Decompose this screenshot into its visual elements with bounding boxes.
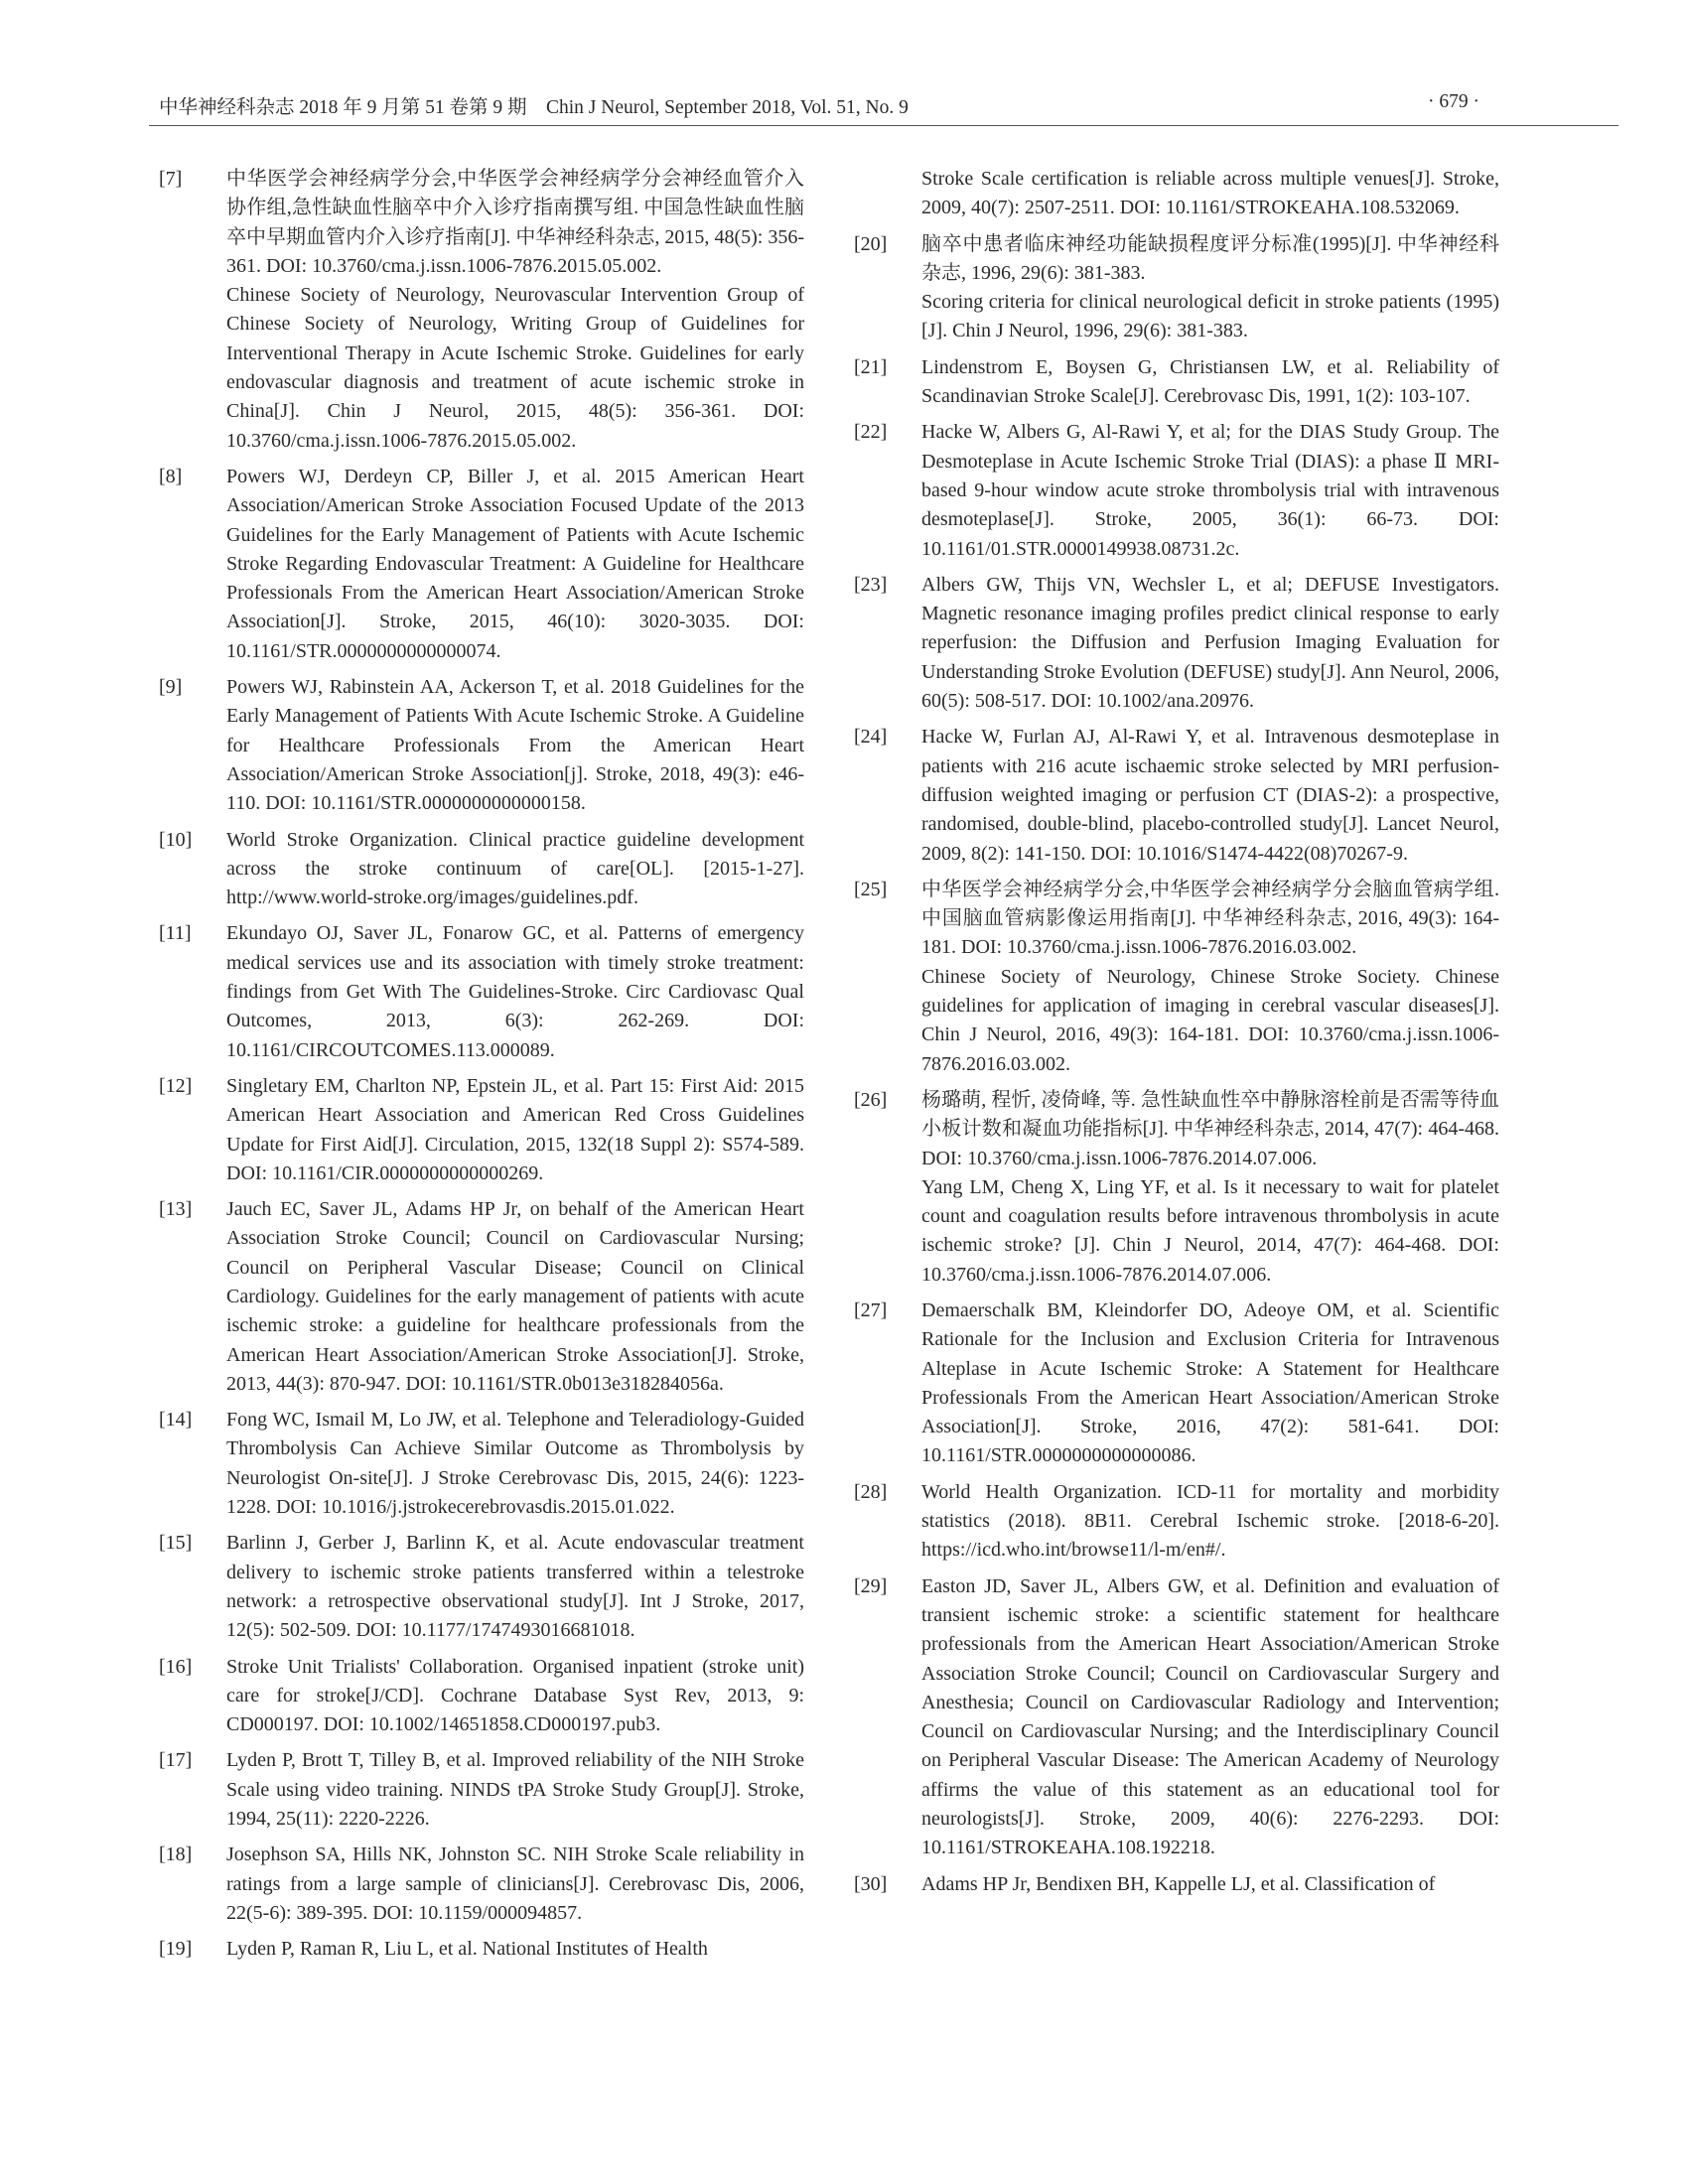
reference-body [226,165,804,456]
reference-number: [8] [159,465,183,487]
reference-body [921,1870,1499,1899]
reference-text: Albers GW, Thijs VN, Wechsler L, et al; DEFUSE Investigators. Magnetic resonance imaging profiles predict clinical response to early reperfusion: the Diffusion and Perfusion Imaging Evaluation for Understanding Stroke Evolution (DEFUSE) study[J]. Ann Neurol, 2006, 60(5): 508-517. DOI: 10.1002/ana.20976. [921,573,1499,713]
reference-english-translation: Chinese Society of Neurology, Neurovascular Intervention Group of Chinese Society of Neurology, Writing Group of Guidelines for Interventional Therapy in Acute Ischemic Stroke. Guidelines for early endovascular diagnosis and treatment of acute ischemic stroke in China[J]. Chin J Neurol, 2015, 48(5): 356-361. DOI: 10.3760/cma.j.issn.1006-7876.2015.05.002. [226,284,804,452]
reference-item [854,1572,1499,1863]
reference-text: Powers WJ, Rabinstein AA, Ackerson T, et al. 2018 Guidelines for the Early Management of Patients With Acute Ischemic Stroke. A Guideline for Healthcare Professionals From the American Heart Association/American Stroke Association[j]. Stroke, 2018, 49(3): e46-110. DOI: 10.1161/STR.0000000000000158. [226,676,804,815]
reference-number: [23] [854,573,888,596]
reference-body [921,1478,1499,1566]
reference-item [159,1653,804,1740]
reference-number: [21] [854,355,888,378]
reference-body [226,1746,804,1834]
reference-text: Stroke Unit Trialists' Collaboration. Organised inpatient (stroke unit) care for stroke[J/CD]. Cochrane Database Syst Rev, 2013, 9: CD000197. DOI: 10.1002/14651858.CD000197.pub3. [226,1655,804,1736]
reference-english-translation: Scoring criteria for clinical neurological deficit in stroke patients (1995)[J]. Chin J Neurol, 1996, 29(6): 381-383. [921,291,1499,342]
reference-body [921,1086,1499,1290]
reference-text: Jauch EC, Saver JL, Adams HP Jr, on behalf of the American Heart Association Stroke Council; Council on Cardiovascular Nursing; Council on Peripheral Vascular Disease; Council on Clinical Cardiology. Guidelines for the early management of patients with acute ischemic stroke: a guideline for healthcare professionals from the American Heart Association/American Stroke Association[J]. Stroke, 2013, 44(3): 870-947. DOI: 10.1161/STR.0b013e318284056a. [226,1198,804,1395]
reference-text: Lyden P, Raman R, Liu L, et al. National Institutes of Health [226,1938,708,1961]
reference-item [854,1297,1499,1471]
reference-text: 中华医学会神经病学分会,中华医学会神经病学分会神经血管介入协作组,急性缺血性脑卒中介入诊疗指南撰写组. 中国急性缺血性脑卒中早期血管内介入诊疗指南[J]. 中华神经科杂志, 2015, 48(5): 356-361. DOI: 10.3760/cma.j.issn.1006-7876.2015.05.002. [226,168,804,277]
reference-number: [28] [854,1480,888,1503]
reference-item [854,1478,1499,1566]
reference-item [159,673,804,818]
reference-number: [30] [854,1872,888,1895]
reference-text: 脑卒中患者临床神经功能缺损程度评分标准(1995)[J]. 中华神经科杂志, 1996, 29(6): 381-383. [921,232,1499,284]
reference-body [921,230,1499,346]
reference-number: [7] [159,168,183,190]
reference-body [921,1572,1499,1863]
reference-item [159,1072,804,1188]
reference-english-translation: Chinese Society of Neurology, Chinese Stroke Society. Chinese guidelines for application of imaging in cerebral vascular diseases[J]. Chin J Neurol, 2016, 49(3): 164-181. DOI: 10.3760/cma.j.issn.1006-7876.2016.03.002. [921,965,1499,1075]
reference-item [159,1746,804,1834]
reference-number: [29] [854,1574,888,1597]
reference-column-right [854,165,1499,1906]
reference-body [921,353,1499,412]
page-number: · 679 · [1428,91,1479,112]
reference-text: Stroke Scale certification is reliable across multiple venues[J]. Stroke, 2009, 40(7): 2507-2511. DOI: 10.1161/STROKEAHA.108.532069. [921,168,1499,219]
reference-number: [18] [159,1843,193,1866]
reference-text: Lyden P, Brott T, Tilley B, et al. Improved reliability of the NIH Stroke Scale using video training. NINDS tPA Stroke Study Group[J]. Stroke, 1994, 25(11): 2220-2226. [226,1749,804,1831]
reference-text: Josephson SA, Hills NK, Johnston SC. NIH Stroke Scale reliability in ratings from a large sample of clinicians[J]. Cerebrovasc Dis, 2006, 22(5-6): 389-395. DOI: 10.1159/000094857. [226,1843,804,1924]
reference-text: Hacke W, Furlan AJ, Al-Rawi Y, et al. Intravenous desmoteplase in patients with 216 acute ischaemic stroke selected by MRI perfusion-diffusion weighted imaging or perfusion CT (DIAS-2): a prospective, randomised, double-blind, placebo-controlled study[J]. Lancet Neurol, 2009, 8(2): 141-150. DOI: 10.1016/S1474-4422(08)70267-9. [921,726,1499,865]
reference-text: 杨璐萌, 程忻, 凌倚峰, 等. 急性缺血性卒中静脉溶栓前是否需等待血小板计数和凝血功能指标[J]. 中华神经科杂志, 2014, 47(7): 464-468. DOI: 10.3760/cma.j.issn.1006-7876.2014.07.006. [921,1088,1499,1169]
reference-body [226,1195,804,1399]
reference-body [226,1072,804,1188]
reference-item [854,353,1499,412]
reference-item [159,1195,804,1399]
reference-item [854,418,1499,563]
reference-item [159,463,804,666]
reference-english-translation: Yang LM, Cheng X, Ling YF, et al. Is it necessary to wait for platelet count and coagulation results before intravenous thrombolysis in acute ischemic stroke? [J]. Chin J Neurol, 2014, 47(7): 464-468. DOI: 10.3760/cma.j.issn.1006-7876.2014.07.006. [921,1175,1499,1286]
reference-number: [9] [159,676,183,699]
reference-text: World Health Organization. ICD-11 for mortality and morbidity statistics (2018). 8B11. Cerebral Ischemic stroke. [2018-6-20]. https://icd.who.int/browse11/l-m/en#/. [921,1480,1499,1562]
reference-item [854,1870,1499,1899]
reference-text: Easton JD, Saver JL, Albers GW, et al. Definition and evaluation of transient ischemic stroke: a scientific statement for healthcare professionals from the American Heart Association/American Stroke Association Stroke Council; Council on Cardiovascular Surgery and Anesthesia; Council on Cardiovascular Radiology and Intervention; Council on Cardiovascular Nursing; and the Interdisciplinary Council on Peripheral Vascular Disease: The American Academy of Neurology affirms the value of this statement as an educational tool for neurologists[J]. Stroke, 2009, 40(6): 2276-2293. DOI: 10.1161/STROKEAHA.108.192218. [921,1574,1499,1859]
reference-item [854,230,1499,346]
reference-body [921,1297,1499,1471]
reference-item [854,165,1499,223]
reference-number: [13] [159,1198,193,1221]
journal-header: 中华神经科杂志 2018 年 9 月第 51 卷第 9 期 Chin J Neurol, September 2018, Vol. 51, No. 9 [159,97,909,118]
reference-text: Powers WJ, Derdeyn CP, Biller J, et al. 2015 American Heart Association/American Stroke Association Focused Update of the 2013 Guidelines for the Early Management of Patients with Acute Ischemic Stroke Regarding Endovascular Treatment: A Guideline for Healthcare Professionals From the American Heart Association/American Stroke Association[J]. Stroke, 2015, 46(10): 3020-3035. DOI: 10.1161/STR.0000000000000074. [226,465,804,662]
reference-number: [16] [159,1655,193,1678]
reference-column-left [159,165,804,1972]
reference-number: [20] [854,232,888,255]
reference-number: [19] [159,1938,193,1961]
reference-text: Adams HP Jr, Bendixen BH, Kappelle LJ, et al. Classification of [921,1872,1436,1895]
reference-text: 中华医学会神经病学分会,中华医学会神经病学分会脑血管病学组. 中国脑血管病影像运用指南[J]. 中华神经科杂志, 2016, 49(3): 164-181. DOI: 10.3760/cma.j.issn.1006-7876.2016.03.002. [921,878,1499,959]
reference-number: [12] [159,1074,193,1097]
reference-body [226,1653,804,1740]
reference-body [226,463,804,666]
reference-body [226,673,804,818]
reference-item [159,165,804,456]
reference-number: [27] [854,1298,888,1321]
reference-item [854,571,1499,716]
reference-text: World Stroke Organization. Clinical practice guideline development across the stroke continuum of care[OL]. [2015-1-27]. http://www.world-stroke.org/images/guidelines.pdf. [226,828,804,909]
running-header [159,91,1479,125]
reference-text: Barlinn J, Gerber J, Barlinn K, et al. Acute endovascular treatment delivery to ischemic stroke patients transferred within a telestroke network: a retrospective observational study[J]. Int J Stroke, 2017, 12(5): 502-509. DOI: 10.1177/1747493016681018. [226,1532,804,1642]
reference-number: [26] [854,1088,888,1111]
reference-body [921,876,1499,1079]
reference-item [159,1406,804,1522]
reference-number: [17] [159,1749,193,1772]
reference-item [854,723,1499,868]
reference-body [921,165,1499,223]
reference-body [921,418,1499,563]
reference-number: [11] [159,922,192,945]
reference-text: Demaerschalk BM, Kleindorfer DO, Adeoye OM, et al. Scientific Rationale for the Inclusion and Exclusion Criteria for Intravenous Alteplase in Acute Ischemic Stroke: A Statement for Healthcare Professionals From the American Heart Association/American Stroke Association[J]. Stroke, 2016, 47(2): 581-641. DOI: 10.1161/STR.0000000000000086. [921,1298,1499,1467]
reference-body [226,919,804,1064]
reference-item [159,1841,804,1928]
reference-body [226,826,804,913]
reference-text: Ekundayo OJ, Saver JL, Fonarow GC, et al. Patterns of emergency medical services use and its association with timely stroke treatment: findings from Get With The Guidelines-Stroke. Circ Cardiovasc Qual Outcomes, 2013, 6(3): 262-269. DOI: 10.1161/CIRCOUTCOMES.113.000089. [226,922,804,1061]
reference-body [226,1935,804,1964]
reference-item [854,1086,1499,1290]
reference-number [854,165,921,223]
reference-item [159,1529,804,1645]
reference-text: Fong WC, Ismail M, Lo JW, et al. Telephone and Teleradiology-Guided Thrombolysis Can Achieve Similar Outcome as Thrombolysis by Neurologist On-site[J]. J Stroke Cerebrovasc Dis, 2015, 24(6): 1223-1228. DOI: 10.1016/j.jstrokecerebrovasdis.2015.01.022. [226,1409,804,1519]
reference-number: [22] [854,421,888,444]
reference-item [159,826,804,913]
reference-number: [15] [159,1532,193,1555]
reference-body [226,1406,804,1522]
reference-item [159,919,804,1064]
reference-body [921,571,1499,716]
reference-number: [24] [854,726,888,749]
reference-item [159,1935,804,1964]
reference-body [226,1841,804,1928]
reference-text: Singletary EM, Charlton NP, Epstein JL, et al. Part 15: First Aid: 2015 American Heart Association and American Red Cross Guidelines Update for First Aid[J]. Circulation, 2015, 132(18 Suppl 2): S574-589. DOI: 10.1161/CIR.0000000000000269. [226,1074,804,1184]
header-rule [149,125,1618,126]
reference-number: [25] [854,878,888,900]
reference-body [921,723,1499,868]
reference-text: Lindenstrom E, Boysen G, Christiansen LW, et al. Reliability of Scandinavian Stroke Scale[J]. Cerebrovasc Dis, 1991, 1(2): 103-107. [921,355,1499,408]
reference-body [226,1529,804,1645]
reference-text: Hacke W, Albers G, Al-Rawi Y, et al; for the DIAS Study Group. The Desmoteplase in Acute Ischemic Stroke Trial (DIAS): a phase Ⅱ MRI-based 9-hour window acute stroke thrombolysis trial with intravenous desmoteplase[J]. Stroke, 2005, 36(1): 66-73. DOI: 10.1161/01.STR.0000149938.08731.2c. [921,421,1499,560]
reference-number: [14] [159,1409,193,1432]
reference-item [854,876,1499,1079]
reference-number: [10] [159,828,193,851]
